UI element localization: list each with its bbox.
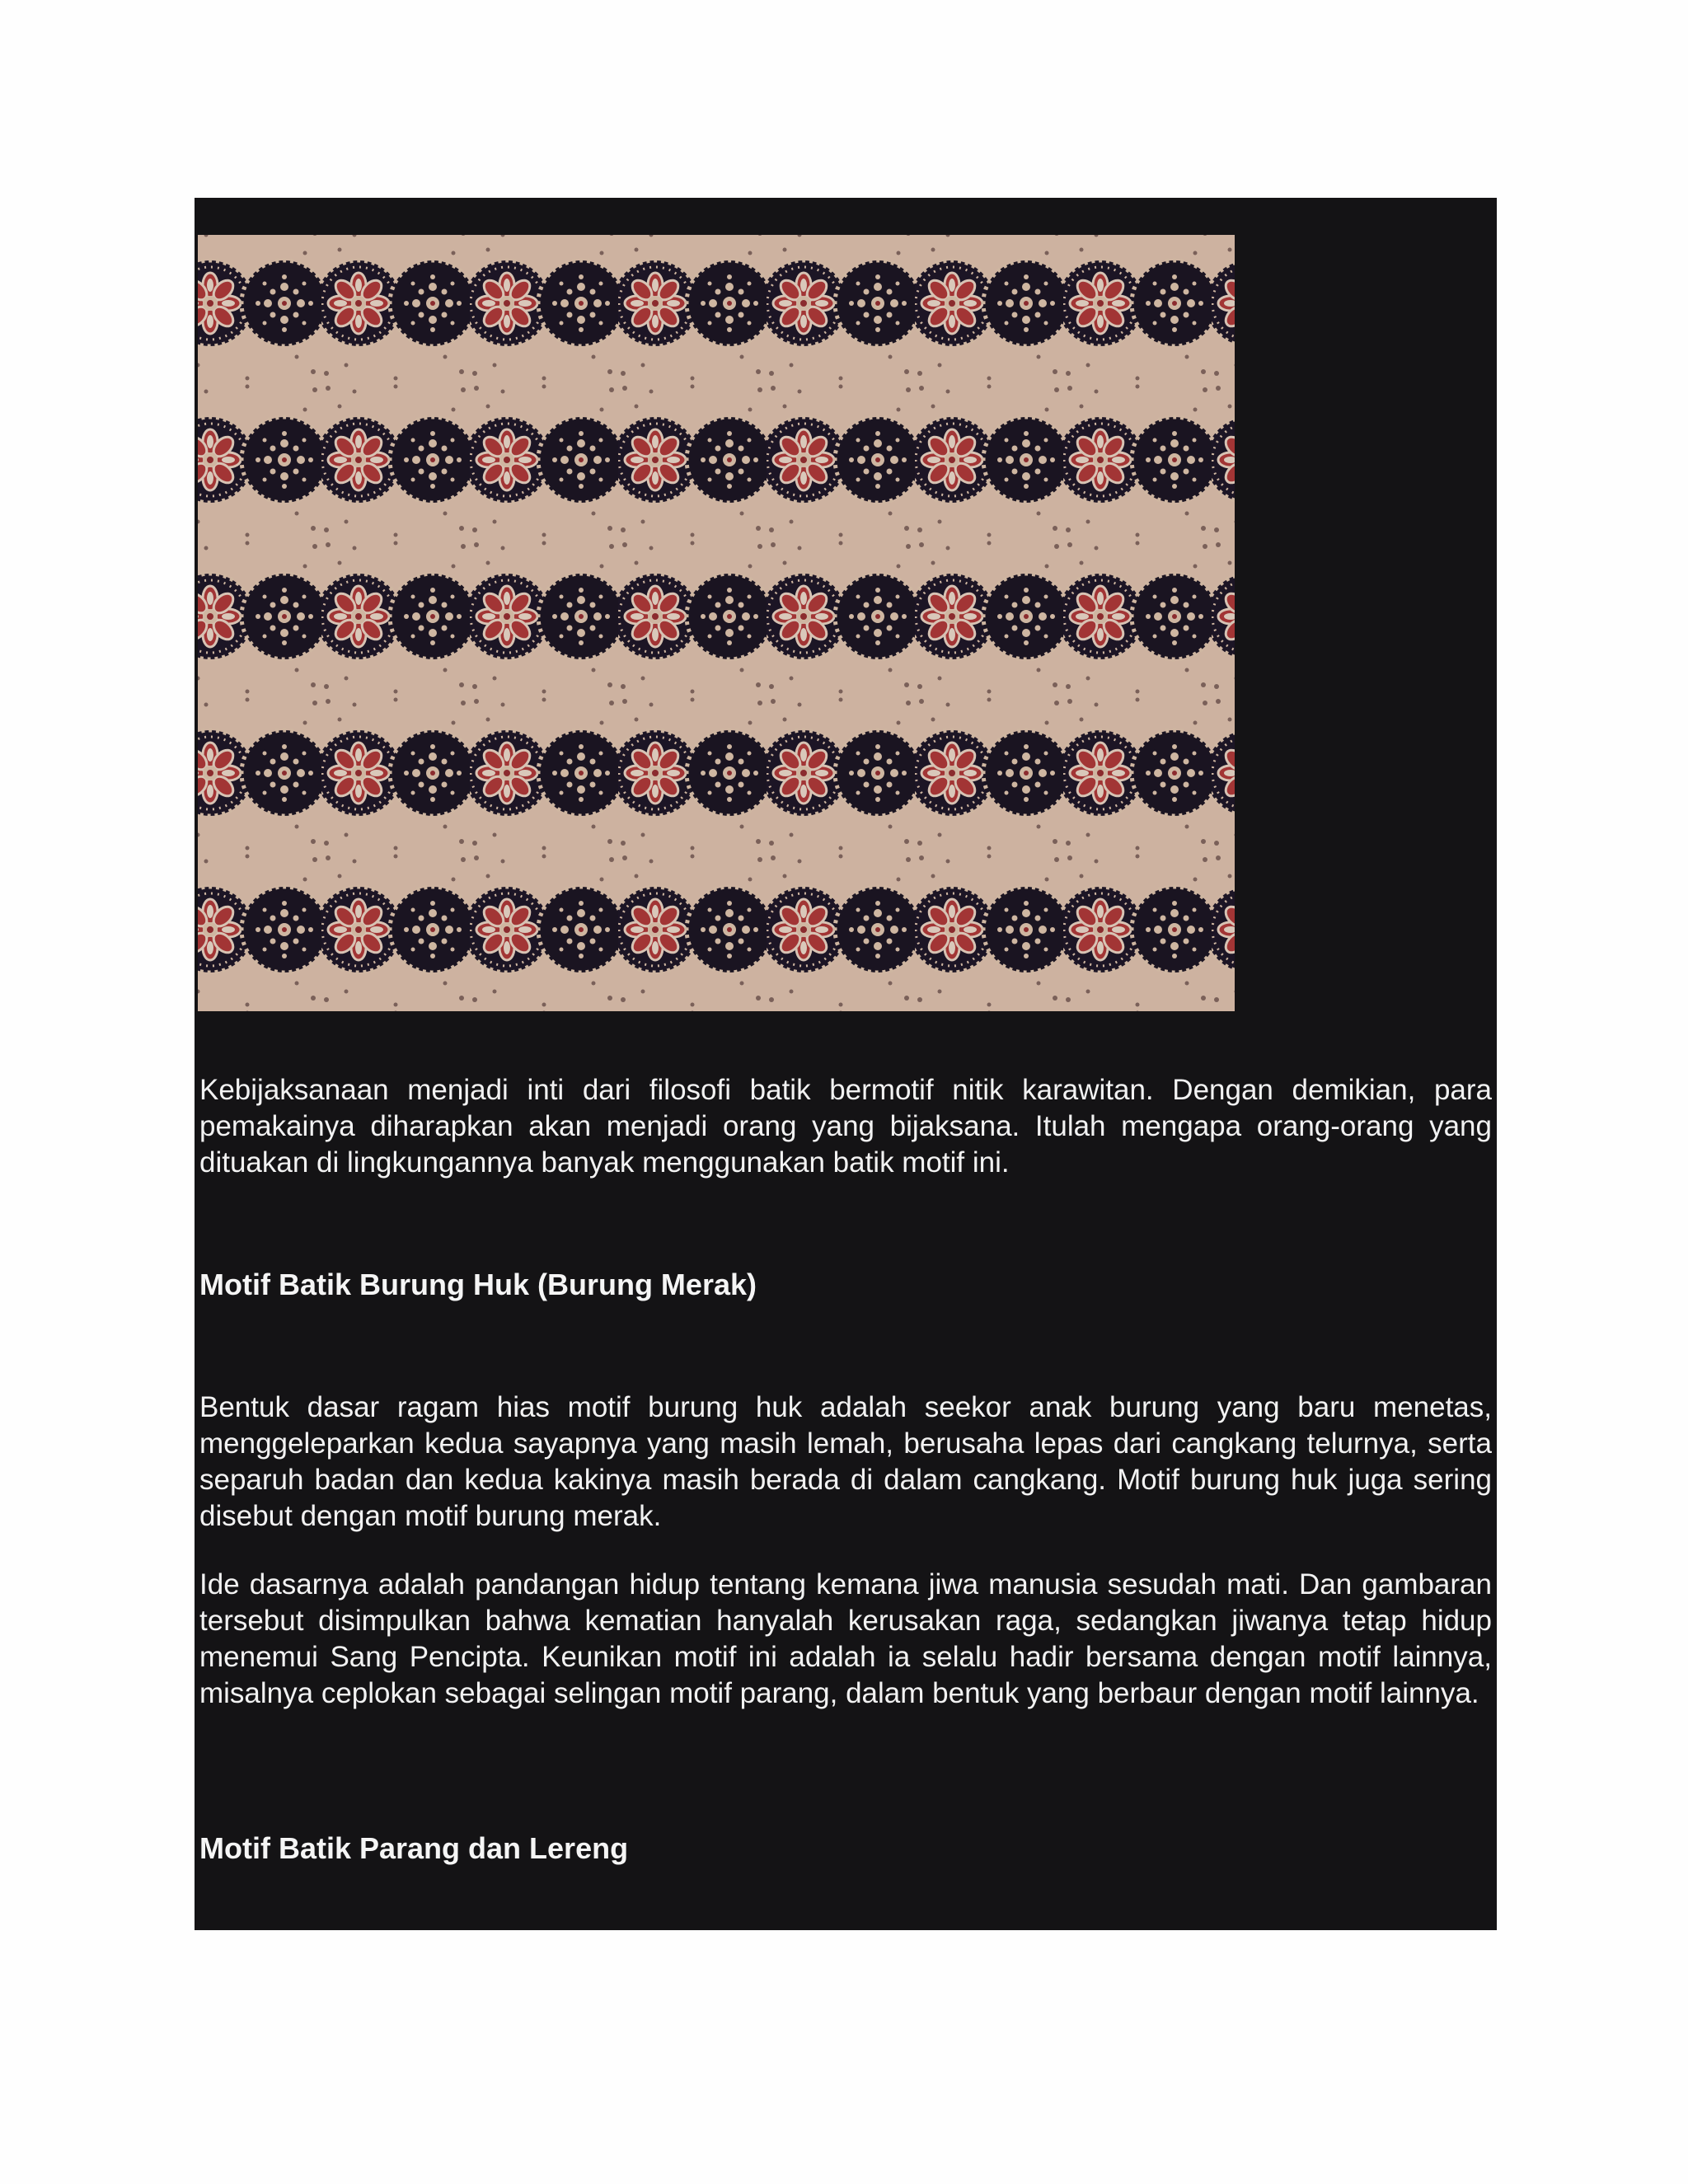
batik-motif-image: [198, 235, 1235, 1011]
heading-burung-huk: Motif Batik Burung Huk (Burung Merak): [199, 1268, 757, 1301]
paragraph-burung-huk-bentuk: Bentuk dasar ragam hias motif burung huk adalah seekor anak burung yang baru menetas, menggeleparkan kedua sayapnya yang masih lemah, berusaha lepas dari cangkang telurnya, serta separuh badan dan kedua kakinya masih berada di dalam cangkang. Motif burung huk juga sering disebut dengan motif burung merak.: [199, 1391, 1492, 1532]
heading-parang-lereng: Motif Batik Parang dan Lereng: [199, 1831, 629, 1865]
article-panel: [195, 198, 1497, 1930]
paragraph-nitik-karawitan: Kebijaksanaan menjadi inti dari filosofi batik bermotif nitik karawitan. Dengan demikian, para pemakainya diharapkan akan menjadi orang yang bijaksana. Itulah mengapa orang-orang yang dituakan di lingkungannya banyak menggunakan batik motif ini.: [199, 1074, 1492, 1179]
paragraph-burung-huk-ide: Ide dasarnya adalah pandangan hidup tentang kemana jiwa manusia sesudah mati. Dan gambaran tersebut disimpulkan bahwa kematian hanyalah kerusakan raga, sedangkan jiwanya tetap hidup menemui Sang Pencipta. Keunikan motif ini adalah ia selalu hadir bersama dengan motif lainnya, misalnya ceplokan sebagai selingan motif parang, dalam bentuk yang berbaur dengan motif lainnya.: [199, 1568, 1492, 1709]
